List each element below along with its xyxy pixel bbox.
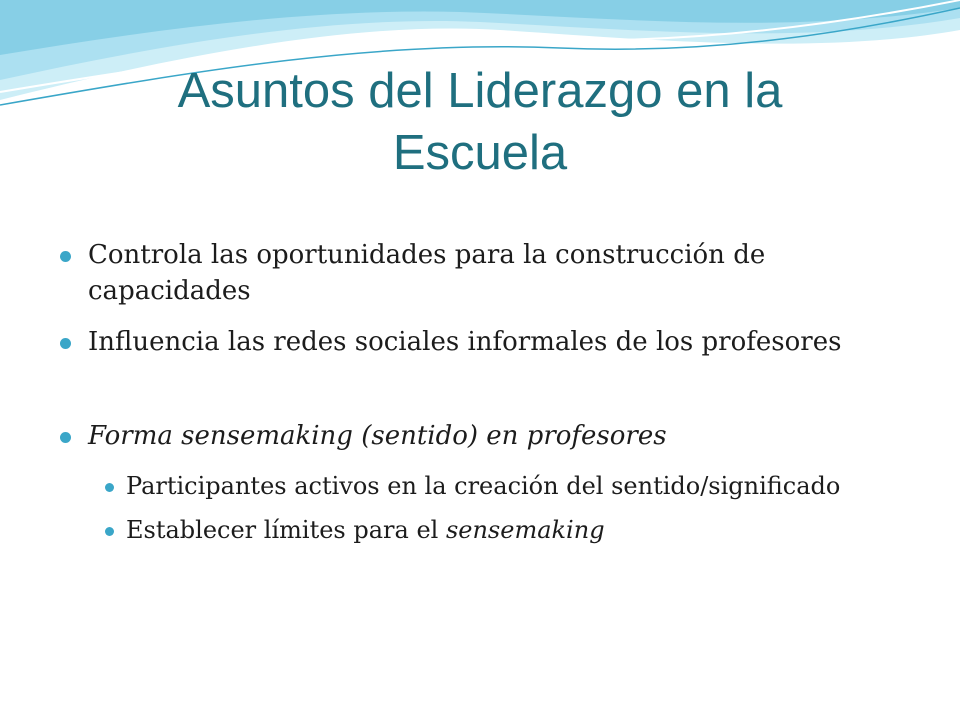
bullet-item [58, 237, 918, 309]
bullet-dot-icon [60, 432, 71, 443]
bullet-dot-icon [60, 251, 71, 262]
title-line-2: Escuela [392, 126, 568, 180]
bullet-item [58, 324, 918, 360]
slide-title [0, 60, 960, 184]
sub-bullet-emphasis: sensemaking [445, 516, 605, 544]
sub-bullet-item [126, 513, 918, 547]
bullet-text: Forma sensemaking (sentido) en profesores [88, 421, 667, 451]
bullet-item [58, 418, 918, 454]
sub-bullet-dot-icon [105, 483, 114, 492]
sub-bullet-text-prefix: Establecer límites para el [126, 516, 446, 544]
sub-bullet-item [126, 469, 918, 503]
sub-bullet-dot-icon [105, 527, 114, 536]
bullet-text: Influencia las redes sociales informales de los profesores [88, 327, 842, 357]
bullet-text: Controla las oportunidades para la construcción de capacidades [88, 240, 766, 306]
bullet-dot-icon [60, 338, 71, 349]
title-line-1: Asuntos del Liderazgo en la [177, 64, 783, 118]
sub-bullet-text: Participantes activos en la creación del sentido/significado [126, 472, 841, 500]
slide-body [58, 237, 918, 547]
